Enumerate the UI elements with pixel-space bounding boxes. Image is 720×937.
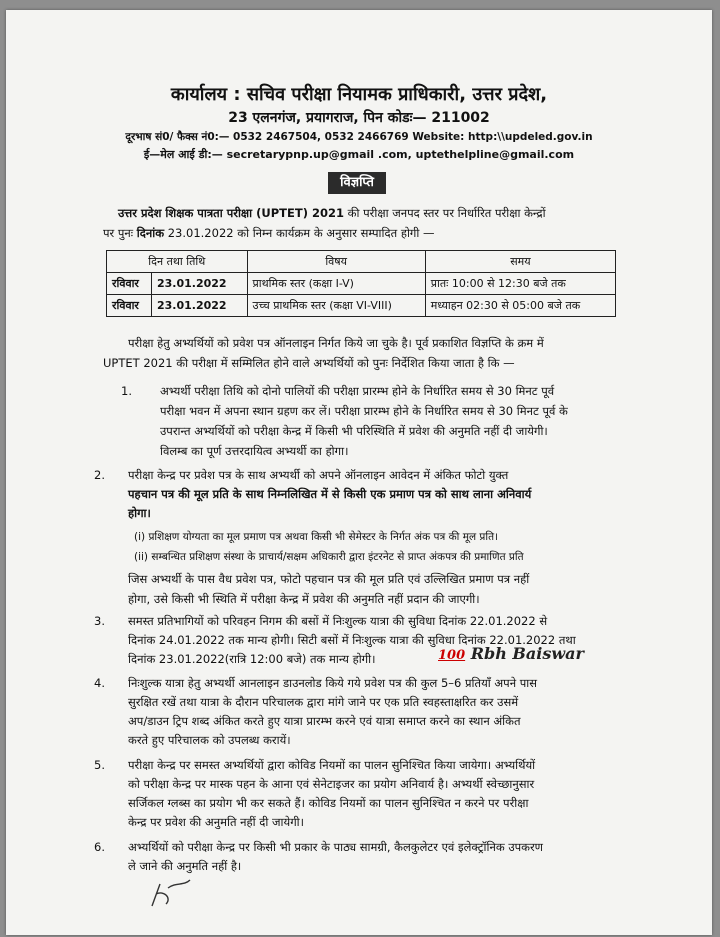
point-number: 2. — [94, 468, 105, 482]
point-line: अप/डाउन ट्रिप शब्द अंकित करते हुए यात्रा प्रारम्भ करने एवं यात्रा समाप्त करने का स्थान अंकित — [128, 714, 521, 728]
point-line: ले जाने की अनुमति नहीं है। — [128, 859, 242, 873]
preamble-line: परीक्षा हेतु अभ्यर्थियों को प्रवेश पत्र ऑनलाइन निर्गत किये जा चुके है। पूर्व प्रकाशित विज्ञप्ति के क्रम में — [128, 336, 544, 350]
row-day: रविवार — [107, 273, 152, 295]
point-line: सर्जिकल ग्लब्स का प्रयोग भी कर सकते हैं। कोविड नियमों का पालन सुनिश्चित न करने पर परीक्षा — [128, 796, 529, 810]
office-email: ई—मेल आई डी:— secretarypnp.up@gmail .com, uptethelpline@gmail.com — [143, 148, 575, 161]
preamble-line: UPTET 2021 की परीक्षा में सम्मिलित होने वाले अभ्यर्थियों को पुनः निर्देशित किया जाता है कि — — [103, 356, 515, 370]
intro-text: की परीक्षा जनपद स्तर पर निर्धारित परीक्षा केन्द्रों — [343, 206, 546, 220]
table-row — [107, 295, 616, 317]
point-line: अभ्यर्थियों को परीक्षा केन्द्र पर किसी भी प्रकार के पाठ्य सामग्री, कैलकुलेटर एवं इलेक्ट्रॉनिक उपकरण — [128, 840, 543, 854]
exam-name: उत्तर प्रदेश शिक्षक पात्रता परीक्षा (UPTET) 2021 — [118, 206, 344, 220]
point-line: परीक्षा भवन में अपना स्थान ग्रहण कर लें। परीक्षा प्रारम्भ होने के निर्धारित समय से 30 मिनट पूर्व के — [160, 404, 568, 418]
header-day-date: दिन तथा तिथि — [107, 251, 248, 273]
row-time: प्रातः 10:00 से 12:30 बजे तक — [425, 273, 615, 295]
handwritten-initials — [146, 876, 196, 912]
schedule-table — [106, 250, 616, 317]
intro-text: 23.01.2022 को निम्न कार्यक्रम के अनुसार सम्पादित होगी — — [164, 226, 435, 240]
point-line: विलम्ब का पूर्ण उत्तरदायित्व अभ्यर्थी का होगा। — [160, 444, 349, 458]
office-phone: दूरभाष सं0/ फैक्स नं0:— 0532 2467504, 0532 2466769 Website: http:\\updeled.gov.in — [125, 131, 593, 143]
point-number: 6. — [94, 840, 105, 854]
sub-point: (ii) सम्बन्धित प्रशिक्षण संस्था के प्राचार्य/सक्षम अधिकारी द्वारा इंटरनेट से प्राप्त अंकपत्र की प्रमाणित प्रति — [134, 551, 524, 563]
point-number: 1. — [121, 384, 132, 398]
point-line: समस्त प्रतिभागियों को परिवहन निगम की बसों में निःशुल्क यात्रा की सुविधा दिनांक 22.01.2022 से — [128, 614, 548, 628]
point-number: 5. — [94, 758, 105, 772]
table-header-row — [107, 251, 616, 273]
intro-text: पर पुनः — [103, 226, 137, 240]
point-line: अभ्यर्थी परीक्षा तिथि को दोनो पालियों की परीक्षा प्रारम्भ होने के निर्धारित समय से 30 मिनट पूर्व — [160, 384, 555, 398]
header-time: समय — [425, 251, 615, 273]
row-subject: प्राथमिक स्तर (कक्षा I-V) — [247, 273, 425, 295]
table-row — [107, 273, 616, 295]
point-line: होगा। — [128, 506, 151, 520]
notice-page — [6, 10, 712, 935]
hundred-mark: 100 — [438, 648, 466, 663]
point-line: निःशुल्क यात्रा हेतु अभ्यर्थी आनलाइन डाउनलोड किये गये प्रवेश पत्र की कुल 5–6 प्रतियाँ अपने पास — [128, 676, 538, 690]
row-time: मध्याहन 02:30 से 05:00 बजे तक — [425, 295, 615, 317]
row-subject: उच्च प्राथमिक स्तर (कक्षा VI-VIII) — [247, 295, 425, 317]
point-line: को परीक्षा केन्द्र पर मास्क पहन के आना एवं सेनेटाइजर का प्रयोग अनिवार्य है। अभ्यर्थी स्वेच्छानुसार — [128, 777, 535, 791]
office-address: 23 एलनगंज, प्रयागराज, पिन कोडः— 211002 — [228, 110, 490, 126]
watermark-signature — [438, 644, 584, 663]
header-subject: विषय — [247, 251, 425, 273]
row-date: 23.01.2022 — [151, 295, 247, 317]
sub-point: (i) प्रशिक्षण योग्यता का मूल प्रमाण पत्र अथवा किसी भी सेमेस्टर के निर्गत अंक पत्र की मूल प्रति। — [134, 531, 499, 543]
office-title: कार्यालय : सचिव परीक्षा नियामक प्राधिकारी, उत्तर प्रदेश, — [170, 84, 548, 105]
intro-date-label: दिनांक — [136, 226, 165, 240]
row-date: 23.01.2022 — [151, 273, 247, 295]
point-line: परीक्षा केन्द्र पर प्रवेश पत्र के साथ अभ्यर्थी को अपने ऑनलाइन आवेदन में अंकित फोटो युक्त — [128, 468, 509, 482]
point-line: परीक्षा केन्द्र पर समस्त अभ्यर्थियों द्वारा कोविड नियमों का पालन सुनिश्चित किया जायेगा। अभ्यर्थियों — [128, 758, 536, 772]
point-line: पहचान पत्र की मूल प्रति के साथ निम्नलिखित में से किसी एक प्रमाण पत्र को साथ लाना अनिवार्य — [128, 487, 532, 501]
point-line: दिनांक 23.01.2022(रात्रि 12:00 बजे) तक मान्य होगी। — [128, 652, 376, 666]
point-line: होगा, उसे किसी भी स्थिति में परीक्षा केन्द्र में प्रवेश की अनुमति नहीं प्रदान की जाएगी। — [128, 592, 480, 606]
point-number: 4. — [94, 676, 105, 690]
point-line: उपरान्त अभ्यर्थियों को परीक्षा केन्द्र में किसी भी परिस्थिति में प्रवेश की अनुमति नहीं दी जायेगी। — [160, 424, 548, 438]
intro-line-1 — [118, 206, 546, 220]
point-line: सुरक्षित रखें तथा यात्रा के दौरान परिचालक द्वारा मांगे जाने पर एक प्रति स्वहस्ताक्षरित कर उसमें — [128, 695, 519, 709]
point-line: दिनांक 24.01.2022 तक मान्य होगी। सिटी बसों में निःशुल्क यात्रा की सुविधा दिनांक 22.01.2022 तथा — [128, 633, 576, 647]
point-line: करते हुए परिचालक को उपलब्ध करायें। — [128, 733, 291, 747]
intro-line-2 — [103, 226, 435, 240]
row-day: रविवार — [107, 295, 152, 317]
point-line: जिस अभ्यर्थी के पास वैध प्रवेश पत्र, फोटो पहचान पत्र की मूल प्रति एवं उल्लिखित प्रमाण पत्र नहीं — [128, 572, 530, 586]
point-line: केन्द्र पर प्रवेश की अनुमति नहीं दी जायेगी। — [128, 815, 305, 829]
notice-label: विज्ञप्ति — [328, 172, 386, 194]
watermark-name: Rbh Baiswar — [470, 644, 584, 663]
point-number: 3. — [94, 614, 105, 628]
